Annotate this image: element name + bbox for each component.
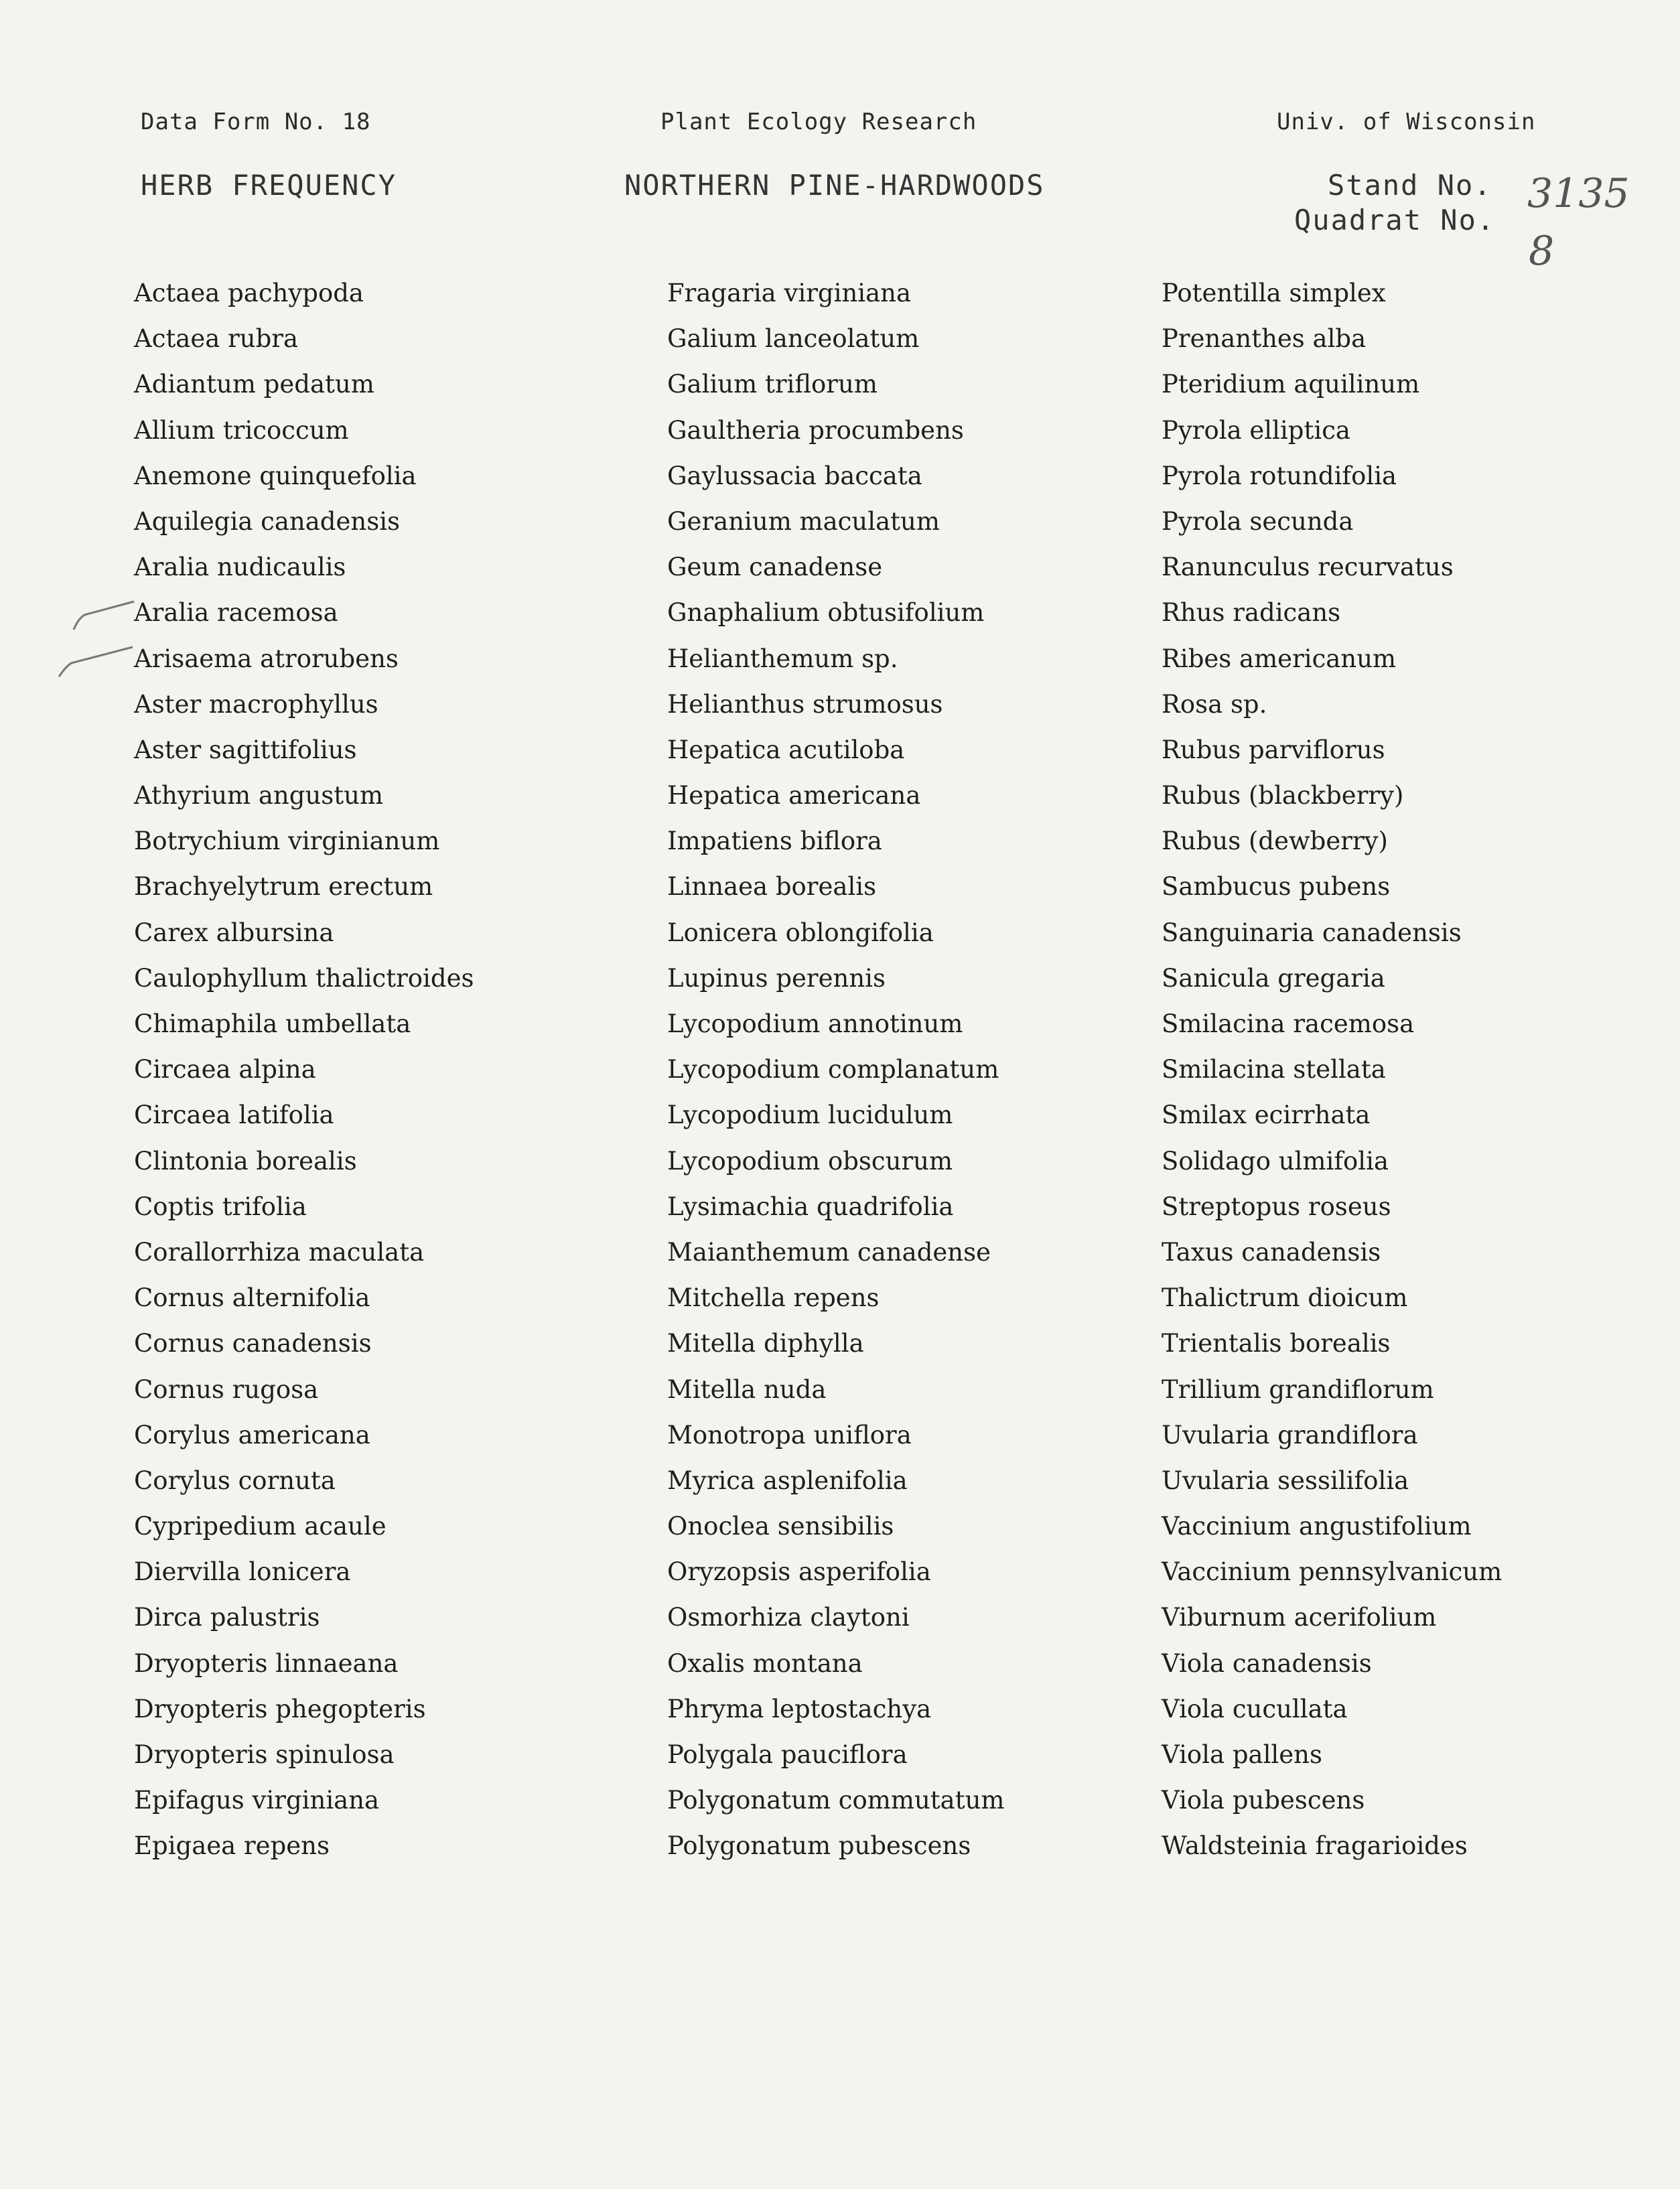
species-name: Taxus canadensis bbox=[1162, 1237, 1381, 1267]
species-name: Cypripedium acaule bbox=[134, 1512, 387, 1541]
species-name: Coptis trifolia bbox=[134, 1192, 307, 1221]
species-name: Sambucus pubens bbox=[1162, 872, 1391, 902]
species-name: Linnaea borealis bbox=[667, 872, 877, 902]
species-name: Osmorhiza claytoni bbox=[667, 1603, 910, 1632]
species-name: Lupinus perennis bbox=[667, 963, 886, 993]
species-name: Mitella diphylla bbox=[667, 1329, 864, 1358]
species-name: Gaultheria procumbens bbox=[667, 415, 964, 445]
species-name: Pteridium aquilinum bbox=[1162, 370, 1420, 399]
species-name: Sanicula gregaria bbox=[1162, 963, 1385, 993]
species-name: Smilax ecirrhata bbox=[1162, 1101, 1371, 1130]
species-name: Myrica asplenifolia bbox=[667, 1466, 908, 1495]
species-name: Oxalis montana bbox=[667, 1648, 863, 1678]
species-name: Epigaea repens bbox=[134, 1831, 330, 1861]
species-name: Mitella nuda bbox=[667, 1374, 827, 1404]
species-name: Polygonatum commutatum bbox=[667, 1786, 1005, 1815]
species-name: Cornus canadensis bbox=[134, 1329, 372, 1358]
species-column-1 bbox=[134, 271, 474, 1869]
species-name: Rubus (blackberry) bbox=[1162, 781, 1404, 810]
species-name: Impatiens biflora bbox=[667, 827, 882, 856]
species-name: Actaea pachypoda bbox=[134, 279, 364, 307]
species-name: Aster sagittifolius bbox=[134, 735, 357, 764]
species-name: Geum canadense bbox=[667, 553, 883, 582]
species-name: Thalictrum dioicum bbox=[1162, 1283, 1408, 1313]
species-name: Dryopteris phegopteris bbox=[134, 1694, 426, 1723]
species-name: Maianthemum canadense bbox=[667, 1237, 991, 1267]
species-name: Caulophyllum thalictroides bbox=[134, 963, 474, 993]
species-name: Adiantum pedatum bbox=[134, 370, 374, 399]
species-name: Rosa sp. bbox=[1162, 689, 1267, 719]
species-name: Vaccinium pennsylvanicum bbox=[1162, 1557, 1502, 1587]
species-name: Sanguinaria canadensis bbox=[1162, 918, 1462, 947]
species-name: Phryma leptostachya bbox=[667, 1694, 932, 1723]
species-name: Rhus radicans bbox=[1162, 598, 1341, 628]
species-name: Botrychium virginianum bbox=[134, 827, 440, 856]
species-name: Potentilla simplex bbox=[1162, 279, 1386, 307]
species-name: Helianthus strumosus bbox=[667, 689, 943, 719]
species-name: Corallorrhiza maculata bbox=[134, 1237, 425, 1267]
species-name: Waldsteinia fragarioides bbox=[1162, 1831, 1468, 1861]
species-name: Circaea latifolia bbox=[134, 1101, 334, 1130]
species-column-3 bbox=[1162, 271, 1502, 1869]
quadrat-label: Quadrat No. bbox=[1294, 204, 1496, 236]
species-name: Lysimachia quadrifolia bbox=[667, 1192, 954, 1221]
quadrat-number-handwritten: 8 bbox=[1529, 228, 1555, 275]
species-name: Hepatica americana bbox=[667, 781, 921, 810]
species-name: Brachyelytrum erectum bbox=[134, 872, 433, 902]
species-name: Viburnum acerifolium bbox=[1162, 1603, 1437, 1632]
species-name: Ranunculus recurvatus bbox=[1162, 553, 1454, 582]
species-name: Aster macrophyllus bbox=[134, 689, 378, 719]
species-name: Trientalis borealis bbox=[1162, 1329, 1391, 1358]
species-name: Uvularia sessilifolia bbox=[1162, 1466, 1409, 1495]
species-name: Gaylussacia baccata bbox=[667, 461, 922, 490]
checkmark-icons bbox=[54, 589, 141, 683]
community-title: NORTHERN PINE-HARDWOODS bbox=[624, 169, 1045, 202]
species-name: Lycopodium complanatum bbox=[667, 1055, 999, 1084]
species-name: Anemone quinquefolia bbox=[134, 461, 417, 490]
species-name: Actaea rubra bbox=[134, 324, 299, 354]
species-name: Streptopus roseus bbox=[1162, 1192, 1391, 1221]
species-name: Aralia nudicaulis bbox=[134, 553, 346, 582]
species-name: Trillium grandiflorum bbox=[1162, 1374, 1434, 1404]
species-name: Pyrola elliptica bbox=[1162, 415, 1350, 445]
species-name: Chimaphila umbellata bbox=[134, 1009, 411, 1038]
species-name: Epifagus virginiana bbox=[134, 1786, 380, 1815]
species-name: Prenanthes alba bbox=[1162, 324, 1367, 354]
species-name: Monotropa uniflora bbox=[667, 1420, 912, 1450]
stand-label: Stand No. bbox=[1328, 169, 1492, 202]
species-name: Dryopteris linnaeana bbox=[134, 1648, 399, 1678]
species-name: Aquilegia canadensis bbox=[134, 506, 401, 536]
species-name: Polygonatum pubescens bbox=[667, 1831, 971, 1861]
species-name: Corylus cornuta bbox=[134, 1466, 336, 1495]
species-name: Dryopteris spinulosa bbox=[134, 1740, 395, 1769]
species-name: Cornus alternifolia bbox=[134, 1283, 370, 1313]
organization: Plant Ecology Research bbox=[660, 109, 977, 135]
species-name: Circaea alpina bbox=[134, 1055, 316, 1084]
species-name: Dirca palustris bbox=[134, 1603, 320, 1632]
species-name: Corylus americana bbox=[134, 1420, 370, 1450]
species-name: Solidago ulmifolia bbox=[1162, 1146, 1389, 1176]
university: Univ. of Wisconsin bbox=[1277, 109, 1536, 135]
species-name: Viola pallens bbox=[1162, 1740, 1322, 1769]
species-name: Helianthemum sp. bbox=[667, 644, 898, 673]
stand-number-handwritten: 3135 bbox=[1527, 170, 1630, 217]
species-name: Lycopodium lucidulum bbox=[667, 1101, 953, 1130]
species-name: Aralia racemosa bbox=[134, 598, 338, 628]
species-name: Ribes americanum bbox=[1162, 644, 1397, 673]
species-name: Pyrola rotundifolia bbox=[1162, 461, 1397, 490]
species-name: Oryzopsis asperifolia bbox=[667, 1557, 931, 1587]
species-name: Viola pubescens bbox=[1162, 1786, 1365, 1815]
species-name: Diervilla lonicera bbox=[134, 1557, 351, 1587]
species-name: Uvularia grandiflora bbox=[1162, 1420, 1418, 1450]
species-name: Fragaria virginiana bbox=[667, 279, 912, 307]
species-name: Mitchella repens bbox=[667, 1283, 880, 1313]
species-name: Hepatica acutiloba bbox=[667, 735, 905, 764]
species-name: Carex albursina bbox=[134, 918, 334, 947]
species-name: Viola cucullata bbox=[1162, 1694, 1348, 1723]
species-name: Galium lanceolatum bbox=[667, 324, 920, 354]
species-name: Galium triflorum bbox=[667, 370, 878, 399]
species-column-2 bbox=[667, 271, 1005, 1869]
species-name: Clintonia borealis bbox=[134, 1146, 357, 1176]
species-name: Cornus rugosa bbox=[134, 1374, 319, 1404]
species-name: Smilacina racemosa bbox=[1162, 1009, 1415, 1038]
species-name: Rubus parviflorus bbox=[1162, 735, 1385, 764]
form-number: Data Form No. 18 bbox=[141, 109, 371, 135]
species-name: Allium tricoccum bbox=[134, 415, 349, 445]
species-name: Smilacina stellata bbox=[1162, 1055, 1386, 1084]
species-name: Viola canadensis bbox=[1162, 1648, 1372, 1678]
species-name: Arisaema atrorubens bbox=[134, 644, 399, 673]
form-title: HERB FREQUENCY bbox=[141, 169, 397, 202]
species-name: Polygala pauciflora bbox=[667, 1740, 908, 1769]
species-name: Geranium maculatum bbox=[667, 506, 940, 536]
species-name: Lonicera oblongifolia bbox=[667, 918, 934, 947]
species-name: Gnaphalium obtusifolium bbox=[667, 598, 985, 628]
species-name: Onoclea sensibilis bbox=[667, 1512, 894, 1541]
species-name: Vaccinium angustifolium bbox=[1162, 1512, 1472, 1541]
species-name: Lycopodium annotinum bbox=[667, 1009, 963, 1038]
species-name: Athyrium angustum bbox=[134, 781, 384, 810]
species-name: Lycopodium obscurum bbox=[667, 1146, 953, 1176]
species-name: Rubus (dewberry) bbox=[1162, 827, 1388, 856]
species-name: Pyrola secunda bbox=[1162, 506, 1354, 536]
